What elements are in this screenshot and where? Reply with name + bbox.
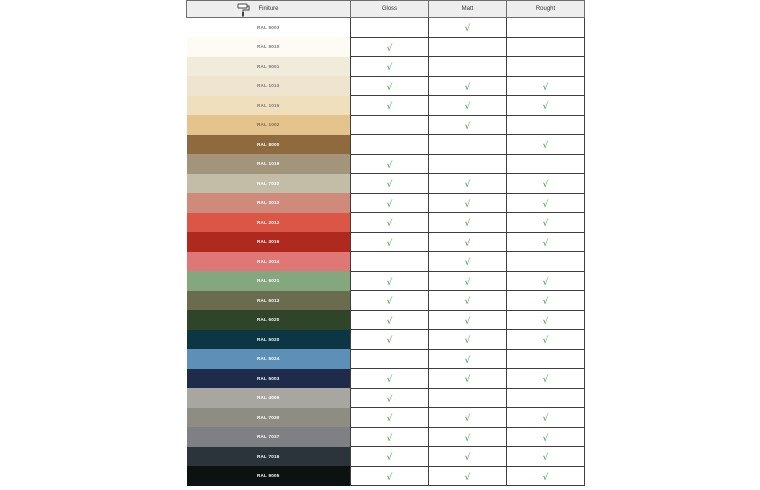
gloss-cell bbox=[351, 18, 429, 38]
check-icon: √ bbox=[464, 355, 471, 366]
table-row bbox=[187, 330, 585, 350]
gloss-cell bbox=[351, 466, 429, 486]
matt-cell bbox=[429, 18, 507, 38]
rought-cell bbox=[507, 291, 585, 311]
check-icon: √ bbox=[386, 316, 393, 327]
check-icon: √ bbox=[542, 141, 549, 152]
check-icon: √ bbox=[464, 102, 471, 113]
color-swatch: RAL 1013 bbox=[187, 76, 351, 96]
check-icon: √ bbox=[386, 199, 393, 210]
gloss-cell bbox=[351, 447, 429, 467]
gloss-cell bbox=[351, 369, 429, 389]
matt-cell bbox=[429, 291, 507, 311]
rought-cell bbox=[507, 349, 585, 369]
check-icon: √ bbox=[386, 472, 393, 483]
check-icon: √ bbox=[464, 414, 471, 425]
check-icon: √ bbox=[542, 316, 549, 327]
check-icon: √ bbox=[386, 160, 393, 171]
check-icon: √ bbox=[464, 219, 471, 230]
check-icon: √ bbox=[386, 297, 393, 308]
check-icon: √ bbox=[386, 43, 393, 54]
check-icon: √ bbox=[386, 336, 393, 347]
header-rought: Rought bbox=[507, 1, 585, 18]
rought-cell bbox=[507, 310, 585, 330]
check-icon: √ bbox=[386, 102, 393, 113]
matt-cell bbox=[429, 37, 507, 57]
rought-cell bbox=[507, 232, 585, 252]
table-row bbox=[187, 213, 585, 233]
rought-cell bbox=[507, 271, 585, 291]
rought-cell bbox=[507, 369, 585, 389]
check-icon: √ bbox=[464, 180, 471, 191]
matt-cell bbox=[429, 310, 507, 330]
color-swatch: RAL 1002 bbox=[187, 115, 351, 135]
rought-cell bbox=[507, 193, 585, 213]
rought-cell bbox=[507, 174, 585, 194]
check-icon: √ bbox=[542, 82, 549, 93]
gloss-cell bbox=[351, 76, 429, 96]
matt-cell bbox=[429, 466, 507, 486]
gloss-cell bbox=[351, 408, 429, 428]
table-row bbox=[187, 115, 585, 135]
matt-cell bbox=[429, 154, 507, 174]
check-icon: √ bbox=[464, 199, 471, 210]
gloss-cell bbox=[351, 135, 429, 155]
check-icon: √ bbox=[464, 453, 471, 464]
rought-cell bbox=[507, 330, 585, 350]
color-swatch: RAL 7030 bbox=[187, 408, 351, 428]
check-icon: √ bbox=[542, 414, 549, 425]
check-icon: √ bbox=[464, 433, 471, 444]
matt-cell bbox=[429, 174, 507, 194]
table-row bbox=[187, 232, 585, 252]
check-icon: √ bbox=[386, 394, 393, 405]
color-swatch: RAL 4006 bbox=[187, 388, 351, 408]
check-icon: √ bbox=[386, 180, 393, 191]
check-icon: √ bbox=[542, 336, 549, 347]
check-icon: √ bbox=[542, 472, 549, 483]
table-row bbox=[187, 154, 585, 174]
rought-cell bbox=[507, 388, 585, 408]
rought-cell bbox=[507, 427, 585, 447]
check-icon: √ bbox=[386, 238, 393, 249]
table-row bbox=[187, 37, 585, 57]
table-row bbox=[187, 388, 585, 408]
check-icon: √ bbox=[542, 375, 549, 386]
rought-cell bbox=[507, 154, 585, 174]
matt-cell bbox=[429, 388, 507, 408]
rought-cell bbox=[507, 447, 585, 467]
gloss-cell bbox=[351, 193, 429, 213]
matt-cell bbox=[429, 447, 507, 467]
color-swatch: RAL 6013 bbox=[187, 291, 351, 311]
rought-cell bbox=[507, 135, 585, 155]
gloss-cell bbox=[351, 271, 429, 291]
matt-cell bbox=[429, 252, 507, 272]
matt-cell bbox=[429, 213, 507, 233]
check-icon: √ bbox=[542, 102, 549, 113]
matt-cell bbox=[429, 408, 507, 428]
gloss-cell bbox=[351, 174, 429, 194]
gloss-cell bbox=[351, 291, 429, 311]
check-icon: √ bbox=[386, 433, 393, 444]
matt-cell bbox=[429, 369, 507, 389]
matt-cell bbox=[429, 115, 507, 135]
header-finiture-label: Finiture bbox=[258, 6, 279, 12]
gloss-cell bbox=[351, 310, 429, 330]
paint-roller-icon bbox=[237, 3, 250, 19]
color-swatch: RAL 9005 bbox=[187, 466, 351, 486]
finishes-table bbox=[186, 0, 585, 486]
header-gloss: Gloss bbox=[351, 1, 429, 18]
check-icon: √ bbox=[386, 82, 393, 93]
header-matt: Matt bbox=[429, 1, 507, 18]
color-swatch: RAL 3014 bbox=[187, 252, 351, 272]
check-icon: √ bbox=[464, 121, 471, 132]
color-swatch: RAL 6021 bbox=[187, 271, 351, 291]
rought-cell bbox=[507, 57, 585, 77]
check-icon: √ bbox=[542, 199, 549, 210]
table-row bbox=[187, 96, 585, 116]
check-icon: √ bbox=[542, 297, 549, 308]
table-row bbox=[187, 76, 585, 96]
check-icon: √ bbox=[542, 433, 549, 444]
check-icon: √ bbox=[464, 258, 471, 269]
table-row bbox=[187, 135, 585, 155]
check-icon: √ bbox=[542, 238, 549, 249]
check-icon: √ bbox=[542, 180, 549, 191]
gloss-cell bbox=[351, 252, 429, 272]
table-row bbox=[187, 408, 585, 428]
check-icon: √ bbox=[464, 316, 471, 327]
table-row bbox=[187, 427, 585, 447]
gloss-cell bbox=[351, 330, 429, 350]
check-icon: √ bbox=[386, 277, 393, 288]
matt-cell bbox=[429, 57, 507, 77]
color-swatch: RAL 2012 bbox=[187, 213, 351, 233]
color-swatch: RAL 3012 bbox=[187, 193, 351, 213]
color-swatch: RAL 9003 bbox=[187, 18, 351, 38]
matt-cell bbox=[429, 330, 507, 350]
check-icon: √ bbox=[464, 24, 471, 35]
color-swatch: RAL 5003 bbox=[187, 369, 351, 389]
table-row bbox=[187, 349, 585, 369]
table-row bbox=[187, 466, 585, 486]
check-icon: √ bbox=[386, 219, 393, 230]
color-swatch: RAL 5020 bbox=[187, 330, 351, 350]
matt-cell bbox=[429, 271, 507, 291]
check-icon: √ bbox=[386, 63, 393, 74]
check-icon: √ bbox=[542, 277, 549, 288]
check-icon: √ bbox=[386, 453, 393, 464]
table-row bbox=[187, 18, 585, 38]
gloss-cell bbox=[351, 37, 429, 57]
gloss-cell bbox=[351, 232, 429, 252]
check-icon: √ bbox=[464, 238, 471, 249]
matt-cell bbox=[429, 193, 507, 213]
check-icon: √ bbox=[464, 336, 471, 347]
check-icon: √ bbox=[464, 82, 471, 93]
gloss-cell bbox=[351, 57, 429, 77]
header-finiture bbox=[187, 1, 351, 18]
table-row bbox=[187, 174, 585, 194]
gloss-cell bbox=[351, 96, 429, 116]
matt-cell bbox=[429, 232, 507, 252]
check-icon: √ bbox=[542, 453, 549, 464]
rought-cell bbox=[507, 252, 585, 272]
color-swatch: RAL 3016 bbox=[187, 232, 351, 252]
color-swatch: RAL 7032 bbox=[187, 174, 351, 194]
gloss-cell bbox=[351, 349, 429, 369]
table-row bbox=[187, 57, 585, 77]
check-icon: √ bbox=[464, 297, 471, 308]
color-swatch: RAL 1015 bbox=[187, 96, 351, 116]
color-swatch: RAL 7037 bbox=[187, 427, 351, 447]
rought-cell bbox=[507, 213, 585, 233]
matt-cell bbox=[429, 135, 507, 155]
color-swatch: RAL 6020 bbox=[187, 310, 351, 330]
check-icon: √ bbox=[542, 219, 549, 230]
rought-cell bbox=[507, 76, 585, 96]
rought-cell bbox=[507, 466, 585, 486]
finishes-table-body bbox=[187, 18, 585, 486]
table-row bbox=[187, 271, 585, 291]
color-swatch: RAL 8000 bbox=[187, 135, 351, 155]
rought-cell bbox=[507, 96, 585, 116]
matt-cell bbox=[429, 349, 507, 369]
matt-cell bbox=[429, 96, 507, 116]
check-icon: √ bbox=[464, 472, 471, 483]
table-row bbox=[187, 193, 585, 213]
table-row bbox=[187, 291, 585, 311]
color-swatch: RAL 1019 bbox=[187, 154, 351, 174]
gloss-cell bbox=[351, 388, 429, 408]
color-swatch: RAL 9010 bbox=[187, 37, 351, 57]
check-icon: √ bbox=[386, 375, 393, 386]
rought-cell bbox=[507, 37, 585, 57]
gloss-cell bbox=[351, 213, 429, 233]
rought-cell bbox=[507, 18, 585, 38]
check-icon: √ bbox=[464, 277, 471, 288]
table-row bbox=[187, 447, 585, 467]
rought-cell bbox=[507, 115, 585, 135]
color-swatch: RAL 5024 bbox=[187, 349, 351, 369]
color-swatch: RAL 7016 bbox=[187, 447, 351, 467]
table-row bbox=[187, 369, 585, 389]
table-row bbox=[187, 310, 585, 330]
gloss-cell bbox=[351, 115, 429, 135]
color-swatch: RAL 9001 bbox=[187, 57, 351, 77]
rought-cell bbox=[507, 408, 585, 428]
table-row bbox=[187, 252, 585, 272]
gloss-cell bbox=[351, 427, 429, 447]
matt-cell bbox=[429, 76, 507, 96]
header-row bbox=[187, 1, 585, 18]
matt-cell bbox=[429, 427, 507, 447]
check-icon: √ bbox=[464, 375, 471, 386]
check-icon: √ bbox=[386, 414, 393, 425]
gloss-cell bbox=[351, 154, 429, 174]
